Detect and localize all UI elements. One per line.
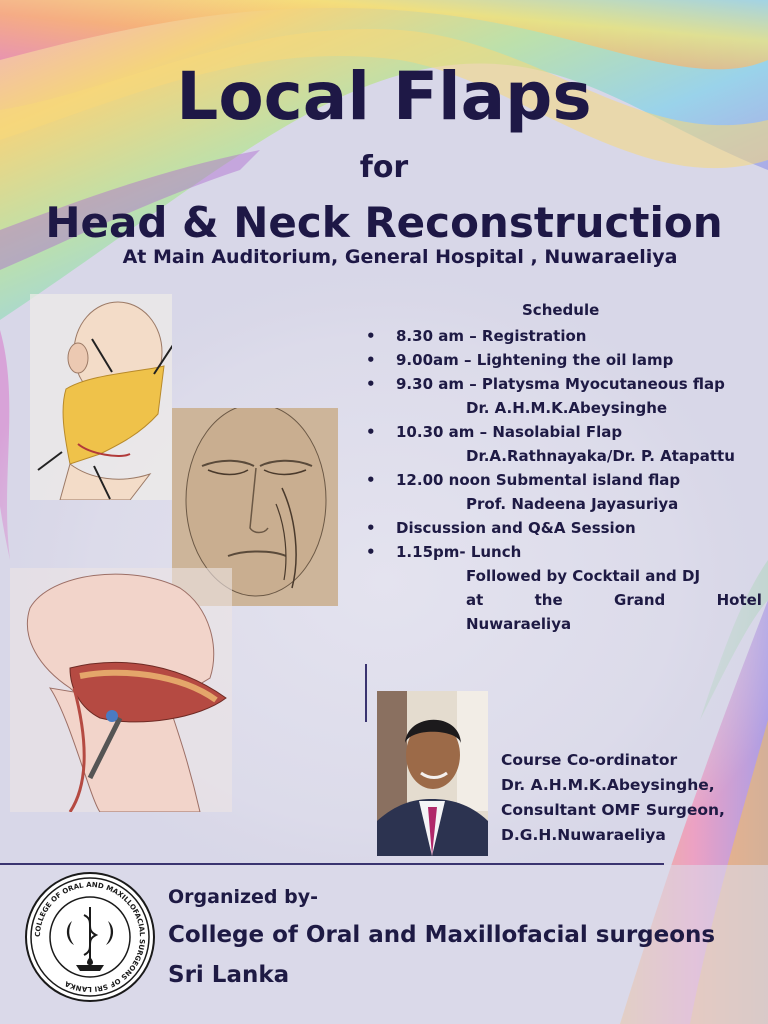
schedule-item-text: 9.00am – Lightening the oil lamp <box>396 351 674 369</box>
followup-word: Hotel <box>716 591 762 609</box>
organizer-label: Organized by- <box>168 886 319 908</box>
schedule-heading: Schedule <box>522 301 600 319</box>
schedule-item-text: 8.30 am – Registration <box>396 327 587 345</box>
vertical-divider <box>365 664 367 722</box>
schedule-speaker: Dr. A.H.M.K.Abeysinghe <box>466 399 668 417</box>
poster-title-connector: for <box>359 150 409 185</box>
coordinator-position: Consultant OMF Surgeon, <box>501 801 725 819</box>
neck-dissection-illustration <box>10 568 232 812</box>
schedule-speaker: Dr.A.Rathnayaka/Dr. P. Atapattu <box>466 447 735 465</box>
bullet: • <box>366 519 376 537</box>
coordinator-portrait <box>377 691 488 856</box>
schedule-followup-row <box>366 588 766 612</box>
list-item <box>366 420 766 444</box>
college-seal-logo <box>24 871 156 1003</box>
list-item <box>366 540 766 564</box>
list-item <box>366 348 766 372</box>
list-item <box>366 372 766 396</box>
schedule-speaker-row <box>366 492 766 516</box>
bullet: • <box>366 423 376 441</box>
schedule-item-text: 9.30 am – Platysma Myocutaneous flap <box>396 375 725 393</box>
bullet: • <box>366 471 376 489</box>
schedule-item-text: 12.00 noon Submental island flap <box>396 471 681 489</box>
poster-subtitle: Head & Neck Reconstruction <box>45 198 723 247</box>
venue-line: At Main Auditorium, General Hospital , Nuwaraeliya <box>122 246 678 268</box>
bullet: • <box>366 543 376 561</box>
seal-text: COLLEGE OF ORAL AND MAXILLOFACIAL SURGEONS OF SRI LANKA <box>33 880 147 994</box>
poster-title: Local Flaps <box>176 58 592 135</box>
list-item <box>366 468 766 492</box>
organizer-country: Sri Lanka <box>168 962 290 988</box>
bullet: • <box>366 351 376 369</box>
schedule-list <box>366 324 766 636</box>
followup-word: Grand <box>614 591 666 609</box>
horizontal-divider <box>0 863 664 865</box>
head-neck-illustration <box>30 294 172 500</box>
schedule-item-text: Discussion and Q&A Session <box>396 519 636 537</box>
organizer-name: College of Oral and Maxillofacial surgeons <box>168 922 716 948</box>
schedule-followup: Nuwaraeliya <box>466 615 572 633</box>
followup-word: at <box>466 591 484 609</box>
coordinator-name: Dr. A.H.M.K.Abeysinghe, <box>501 776 715 794</box>
bullet: • <box>366 327 376 345</box>
schedule-followup-row <box>366 564 766 588</box>
list-item <box>366 324 766 348</box>
bullet: • <box>366 375 376 393</box>
schedule-item-text: 10.30 am – Nasolabial Flap <box>396 423 623 441</box>
coordinator-institution: D.G.H.Nuwaraeliya <box>501 826 666 844</box>
coordinator-details <box>501 748 725 848</box>
schedule-speaker-row <box>366 396 766 420</box>
schedule-followup-row <box>366 612 766 636</box>
schedule-speaker: Prof. Nadeena Jayasuriya <box>466 495 679 513</box>
followup-word: the <box>534 591 563 609</box>
schedule-speaker-row <box>366 444 766 468</box>
schedule-followup: Followed by Cocktail and DJ <box>466 567 701 585</box>
schedule-item-text: 1.15pm- Lunch <box>396 543 522 561</box>
coordinator-role: Course Co-ordinator <box>501 751 678 769</box>
schedule-followup-venue <box>466 588 762 612</box>
list-item <box>366 516 766 540</box>
